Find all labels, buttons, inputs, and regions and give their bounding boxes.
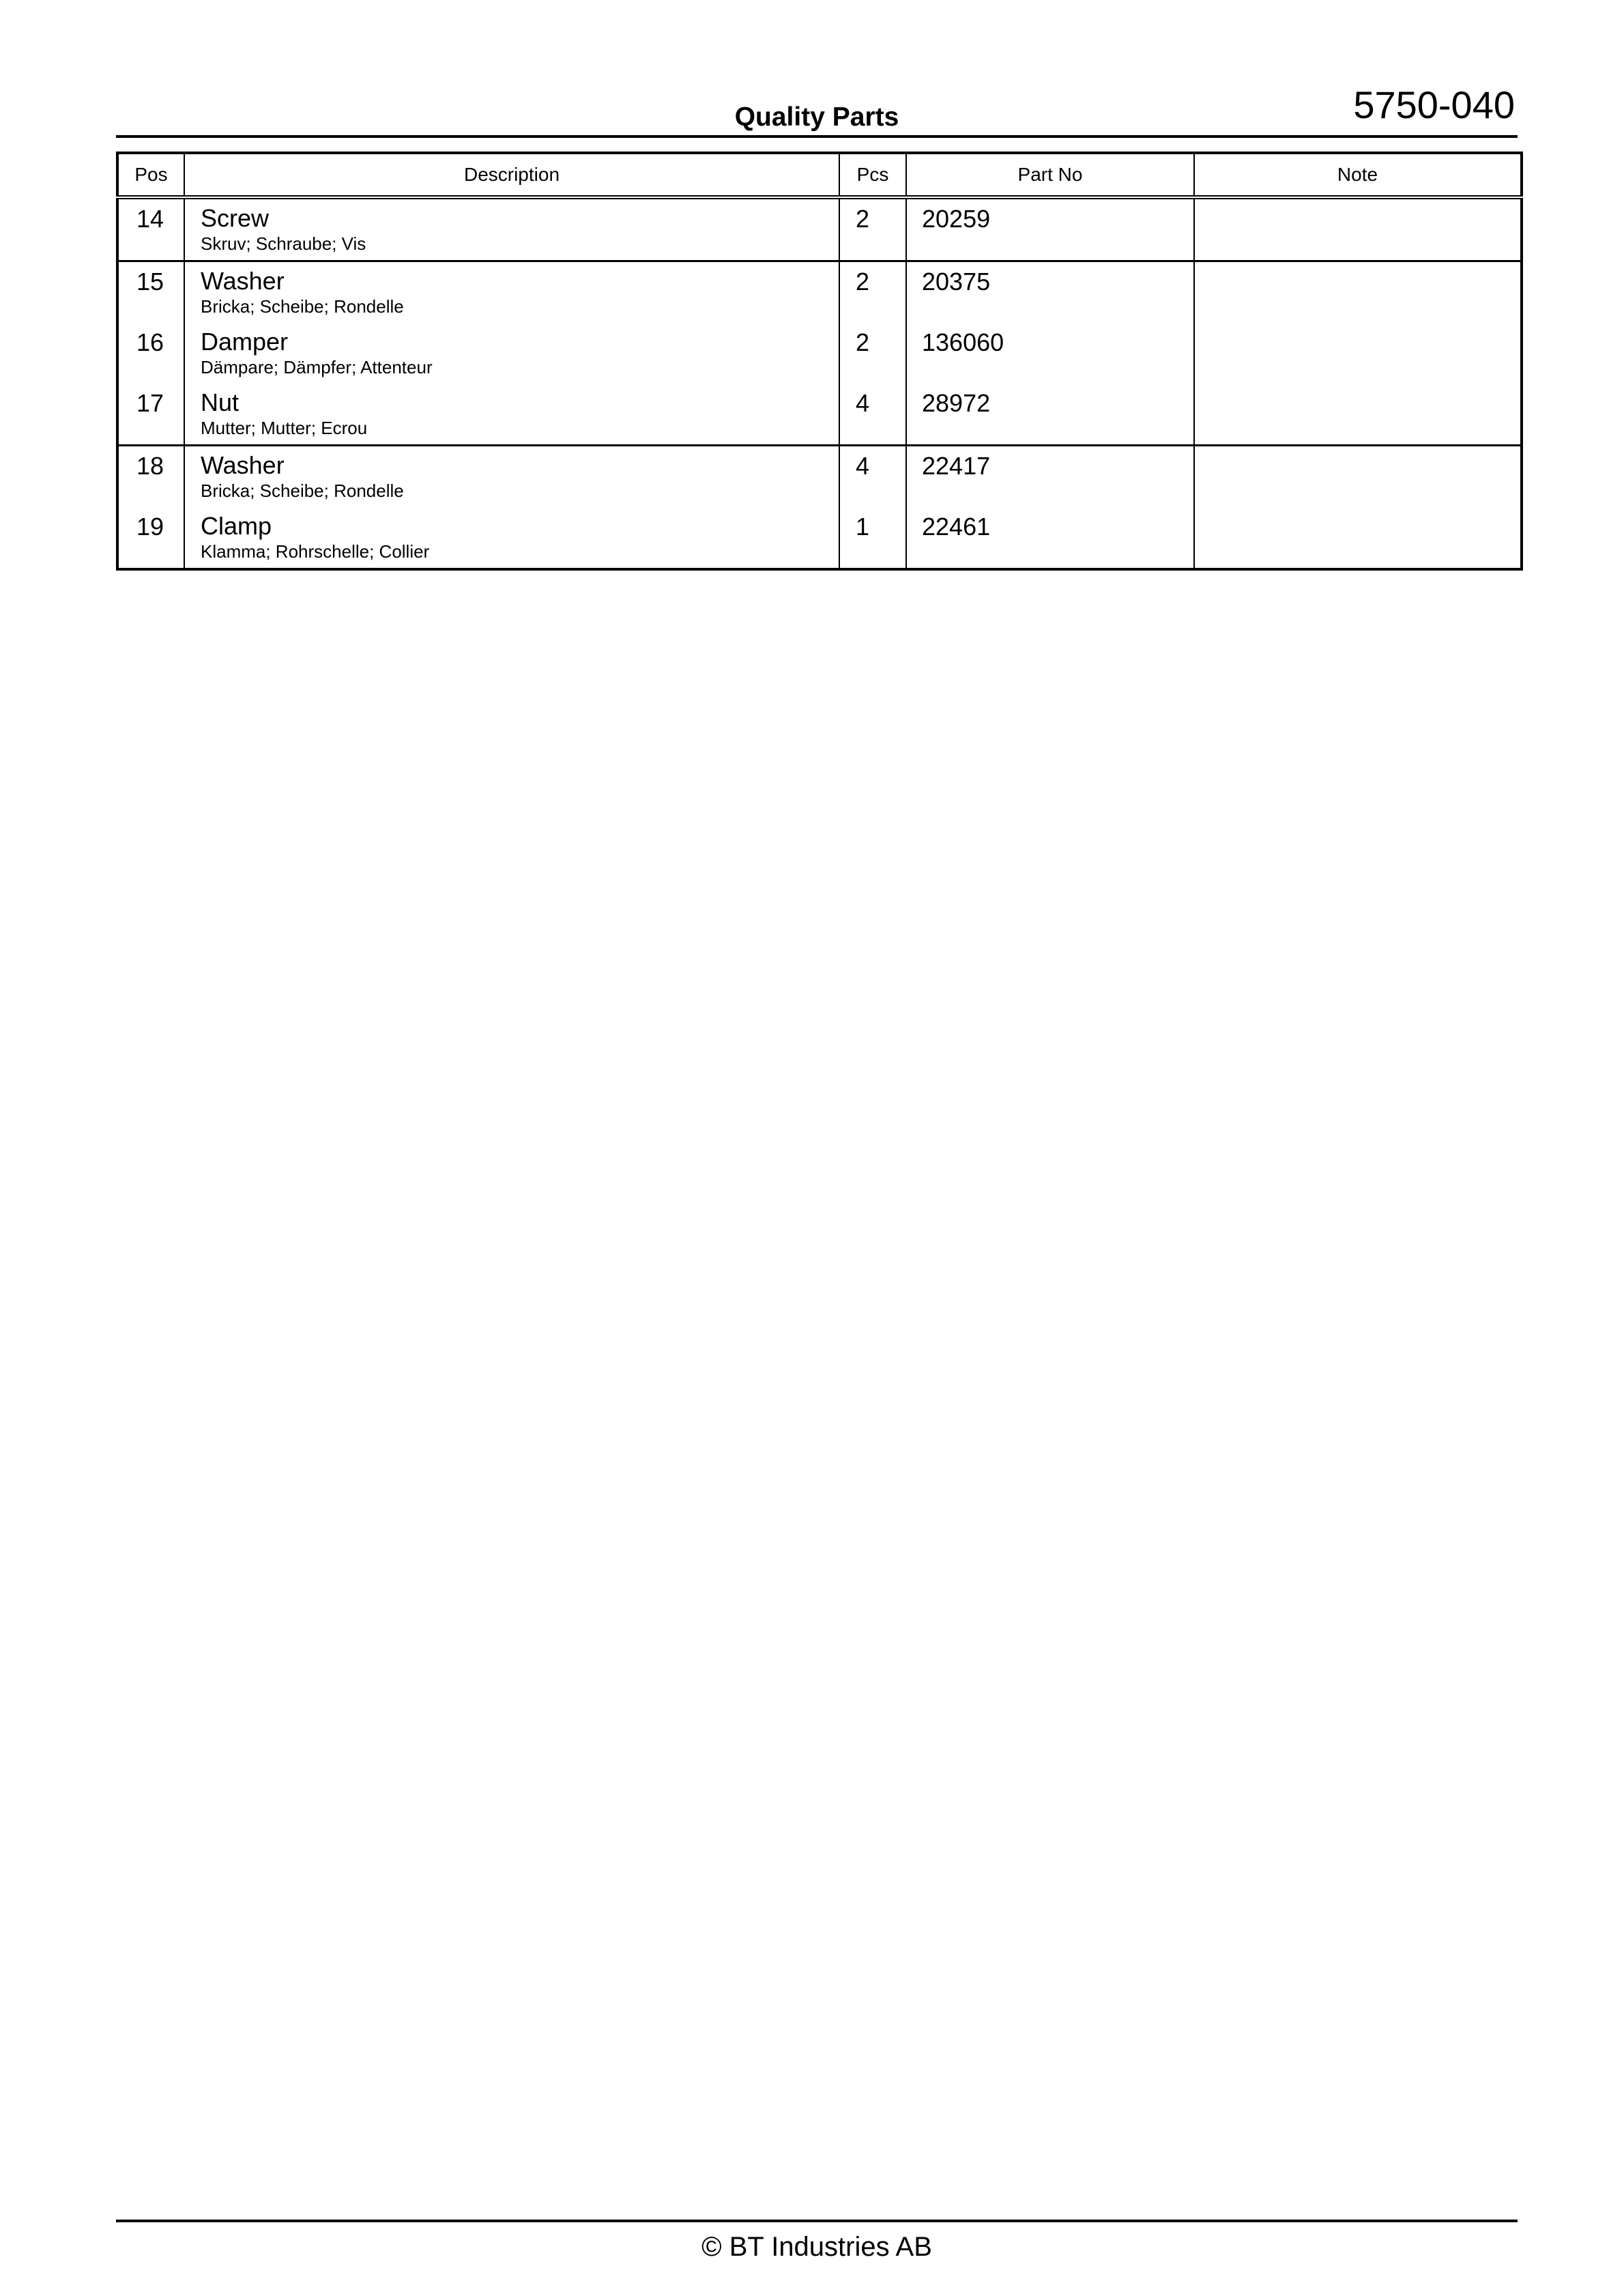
part-no-cell: 20259 [922, 205, 991, 233]
pos-cell: 14 [136, 205, 164, 233]
page-title: Quality Parts [734, 102, 899, 132]
note-cell [1195, 262, 1520, 323]
part-name: Nut [201, 388, 240, 416]
table-row [117, 323, 1522, 384]
pcs-cell: 4 [856, 452, 870, 480]
part-name: Damper [201, 328, 289, 356]
table-row [117, 197, 1522, 261]
note-cell [1195, 446, 1520, 507]
part-translations: Dämpare; Dämpfer; Attenteur [201, 357, 433, 377]
pcs-cell: 1 [856, 513, 870, 541]
description-cell [185, 507, 839, 568]
description-cell [185, 384, 839, 444]
part-no-cell: 20375 [922, 268, 991, 296]
pos-cell: 17 [136, 389, 164, 417]
description-cell [185, 262, 839, 323]
column-header-pos: Pos [117, 153, 184, 197]
part-name: Screw [201, 204, 270, 232]
part-name: Washer [201, 267, 285, 295]
document-number: 5750-040 [1353, 83, 1515, 126]
table-row [117, 446, 1522, 508]
pos-cell: 18 [136, 452, 164, 480]
description-cell [185, 323, 839, 384]
pos-cell: 15 [136, 268, 164, 296]
pcs-cell: 4 [856, 389, 870, 417]
table-row [117, 507, 1522, 569]
part-no-cell: 22461 [922, 513, 991, 541]
table-header-row [117, 153, 1522, 197]
part-no-cell: 28972 [922, 389, 991, 417]
part-no-cell: 136060 [922, 328, 1004, 356]
note-cell [1195, 507, 1520, 568]
parts-group [117, 197, 1522, 261]
description-cell [185, 199, 839, 260]
part-translations: Mutter; Mutter; Ecrou [201, 418, 368, 438]
pcs-cell: 2 [856, 268, 870, 296]
column-header-pcs: Pcs [839, 153, 906, 197]
part-translations: Klamma; Rohrschelle; Collier [201, 541, 430, 562]
pos-cell: 16 [136, 328, 164, 356]
description-cell [185, 446, 839, 507]
copyright-notice: © BT Industries AB [701, 2232, 932, 2262]
column-header-part-no: Part No [906, 153, 1194, 197]
part-name: Washer [201, 451, 285, 479]
column-header-description: Description [184, 153, 839, 197]
part-name: Clamp [201, 512, 272, 540]
note-cell [1195, 384, 1520, 444]
page-header [116, 68, 1518, 138]
part-translations: Skruv; Schraube; Vis [201, 233, 366, 254]
column-header-note: Note [1194, 153, 1522, 197]
table-row [117, 261, 1522, 324]
note-cell [1195, 323, 1520, 384]
parts-group [117, 446, 1522, 570]
pcs-cell: 2 [856, 328, 870, 356]
note-cell [1195, 199, 1520, 260]
table-row [117, 384, 1522, 446]
part-translations: Bricka; Scheibe; Rondelle [201, 480, 404, 501]
part-no-cell: 22417 [922, 452, 991, 480]
pos-cell: 19 [136, 513, 164, 541]
parts-table [116, 152, 1523, 571]
parts-group [117, 261, 1522, 446]
part-translations: Bricka; Scheibe; Rondelle [201, 296, 404, 317]
pcs-cell: 2 [856, 205, 870, 233]
page-footer [116, 2220, 1518, 2263]
